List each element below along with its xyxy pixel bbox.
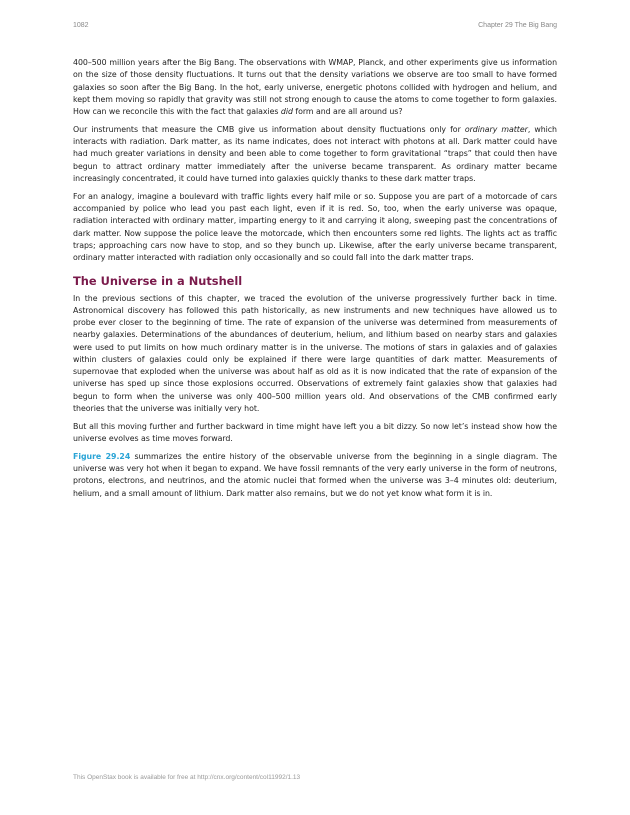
- paragraph-text: Our instruments that measure the CMB give us information about density fluctuations only for: [73, 124, 465, 134]
- paragraph-forward: But all this moving further and further backward in time might have left you a bit dizzy. So now let’s instead show how the universe evolves as time moves forward.: [73, 421, 557, 444]
- paragraph-density-fluctuations: [73, 57, 557, 118]
- page-number: 1082: [73, 22, 89, 29]
- paragraph-text: form and are all around us?: [292, 107, 403, 117]
- emphasis-text: ordinary matter: [464, 124, 528, 134]
- page-footer: This OpenStax book is available for free at http://cnx.org/content/col11992/1.13: [73, 774, 301, 781]
- paragraph-text: 400–500 million years after the Big Bang. The observations with WMAP, Planck, and other experiments give us information on the size of those density fluctuations. It turns out that the density variations we observe are too small to have formed galaxies so soon after the Big Bang. In the hot, early universe, energetic photons collided with hydrogen and helium, and kept them moving so rapidly that gravity was still not strong enough to cause the atoms to come together to form galaxies. How can we reconcile this with the fact that galaxies: [73, 58, 557, 117]
- emphasis-text: did: [280, 107, 293, 117]
- paragraph-text: summarizes the entire history of the observable universe from the beginning in a single diagram. The universe was very hot when it began to expand. We have fossil remnants of the very early universe in the form of neutrons, protons, electrons, and neutrinos, and the atomic nuclei that formed when the universe was 3–4 minutes old: deuterium, helium, and a small amount of lithium. Dark matter also remains, but we do not yet know what form it is in.: [73, 451, 557, 498]
- paragraph-text: , which interacts with radiation. Dark matter, as its name indicates, does not interact with photons at all. Dark matter could have had much greater variations in density and been able to come together to form gravitational “traps” that could then have begun to attract ordinary matter immediately after the universe became transparent. As ordinary matter became increasingly concentrated, it could have turned into galaxies quickly thanks to these dark matter traps.: [73, 124, 557, 184]
- section-heading: The Universe in a Nutshell: [73, 273, 243, 288]
- paragraph-analogy: For an analogy, imagine a boulevard with traffic lights every half mile or so. Suppose you are part of a motorcade of cars accompanied by police who lead you past each light, even if it is red. So, too, when the early universe was opaque, radiation interacted with ordinary matter, imparting energy to it and carrying it along, sweeping past the concentrations of dark matter. Now suppose the police leave the motorcade, which then encounters some red lights. The lights act as traffic traps; approaching cars now have to stop, and so they bunch up. Likewise, after the early universe became transparent, ordinary matter interacted with radiation only occasionally and so could fall into the dark matter traps.: [73, 191, 557, 263]
- chapter-title: Chapter 29 The Big Bang: [478, 22, 557, 29]
- running-header: [73, 22, 557, 29]
- page-content: [73, 57, 557, 506]
- paragraph-summary: [73, 451, 557, 500]
- paragraph-dark-matter: [73, 124, 557, 185]
- paragraph-history: In the previous sections of this chapter, we traced the evolution of the universe progressively further back in time. Astronomical discovery has followed this path historically, as new instruments and new techniques have allowed us to probe ever closer to the beginning of time. The rate of expansion of the universe was determined from measurements of nearby galaxies. Determinations of the abundances of deuterium, helium, and lithium based on nearby stars and galaxies were used to put limits on how much ordinary matter is in the universe. The motions of stars in galaxies and of galaxies within clusters of galaxies could only be explained if there were large quantities of dark matter. Measurements of supernovae that exploded when the universe was about half as old as it is now indicated that the rate of expansion of the universe has sped up since those explosions occurred. Observations of extremely faint galaxies show that galaxies had begun to form when the universe was only 400–500 million years old. And observations of the CMB confirmed early theories that the universe was initially very hot.: [73, 293, 557, 414]
- figure-link[interactable]: Figure 29.24: [73, 451, 131, 461]
